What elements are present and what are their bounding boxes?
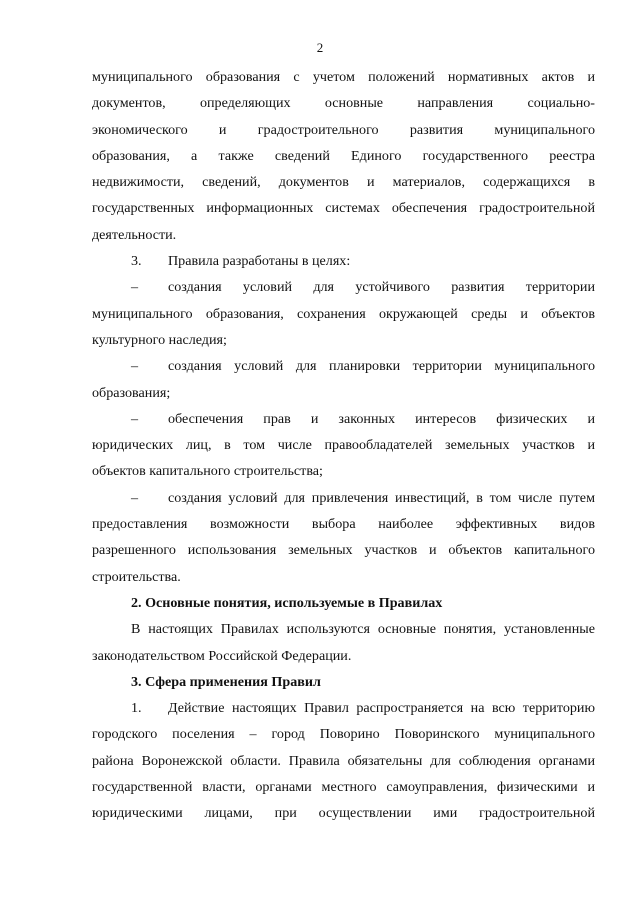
item-text: Правила разработаны в целях:	[168, 253, 351, 270]
intro-paragraph	[92, 64, 595, 248]
item-text: Действие настоящих Правил распространяется на всю территорию	[168, 700, 595, 717]
goal-text: обеспечения прав и законных интересов физических и	[168, 410, 595, 427]
text-line: недвижимости, сведений, документов и материалов, содержащихся в	[92, 174, 595, 191]
text-line: юридических лиц, в том числе правообладателей земельных участков и	[92, 437, 595, 454]
dash-line	[92, 353, 595, 379]
dash-marker: –	[131, 358, 139, 375]
page-content	[92, 64, 595, 827]
item-number: 1.	[131, 700, 142, 717]
text-line: культурного наследия;	[92, 331, 227, 348]
text-line: государственной власти, органами местного самоуправления, физическими и	[92, 779, 595, 796]
goal-item-3	[92, 406, 595, 485]
text-line: законодательством Российской Федерации.	[92, 647, 352, 664]
goal-item-1	[92, 274, 595, 353]
dash-marker: –	[131, 410, 139, 427]
dash-line	[92, 485, 595, 511]
text-line: района Воронежской области. Правила обязательны для соблюдения органами	[92, 752, 595, 769]
goal-item-2	[92, 353, 595, 406]
text-line: муниципального образования с учетом положений нормативных актов и	[92, 69, 595, 85]
dash-marker: –	[131, 279, 139, 296]
text-line: В настоящих Правилах используются основные понятия, установленные	[131, 621, 595, 638]
goal-text: создания условий для устойчивого развития территории	[168, 279, 595, 296]
text-line: экономического и градостроительного развития муниципального	[92, 121, 595, 138]
section-2-heading: 2. Основные понятия, используемые в Правилах	[131, 594, 443, 611]
numbered-line	[92, 695, 595, 721]
text-line: государственных информационных системах обеспечения градостроительной	[92, 200, 595, 217]
section-3-heading: 3. Сфера применения Правил	[131, 673, 321, 690]
goal-text: создания условий для планировки территории муниципального	[168, 358, 595, 375]
numbered-item-3	[92, 248, 595, 274]
goal-item-4	[92, 485, 595, 590]
text-line: разрешенного использования земельных участков и объектов капитального	[92, 542, 595, 559]
text-line: юридическими лицами, при осуществлении ими градостроительной	[92, 805, 595, 822]
section-2-paragraph	[92, 616, 595, 669]
text-line: объектов капитального строительства;	[92, 463, 323, 480]
text-line: строительства.	[92, 568, 181, 585]
dash-marker: –	[131, 489, 139, 506]
section-3-paragraph	[92, 695, 595, 826]
text-line: документов, определяющих основные направления социально-	[92, 95, 595, 112]
item-number: 3.	[131, 253, 142, 270]
goal-text: создания условий для привлечения инвестиций, в том числе путем	[168, 489, 595, 506]
dash-line	[92, 406, 595, 432]
page-number: 2	[316, 40, 324, 55]
dash-line	[92, 274, 595, 300]
text-line: деятельности.	[92, 226, 177, 243]
text-line: образования, а также сведений Единого государственного реестра	[92, 147, 595, 164]
text-line: образования;	[92, 384, 171, 401]
text-line: муниципального образования, сохранения окружающей среды и объектов	[92, 305, 595, 322]
text-line: городского поселения – город Поворино Поворинского муниципального	[92, 726, 595, 743]
text-line: предоставления возможности выбора наиболее эффективных видов	[92, 516, 595, 533]
